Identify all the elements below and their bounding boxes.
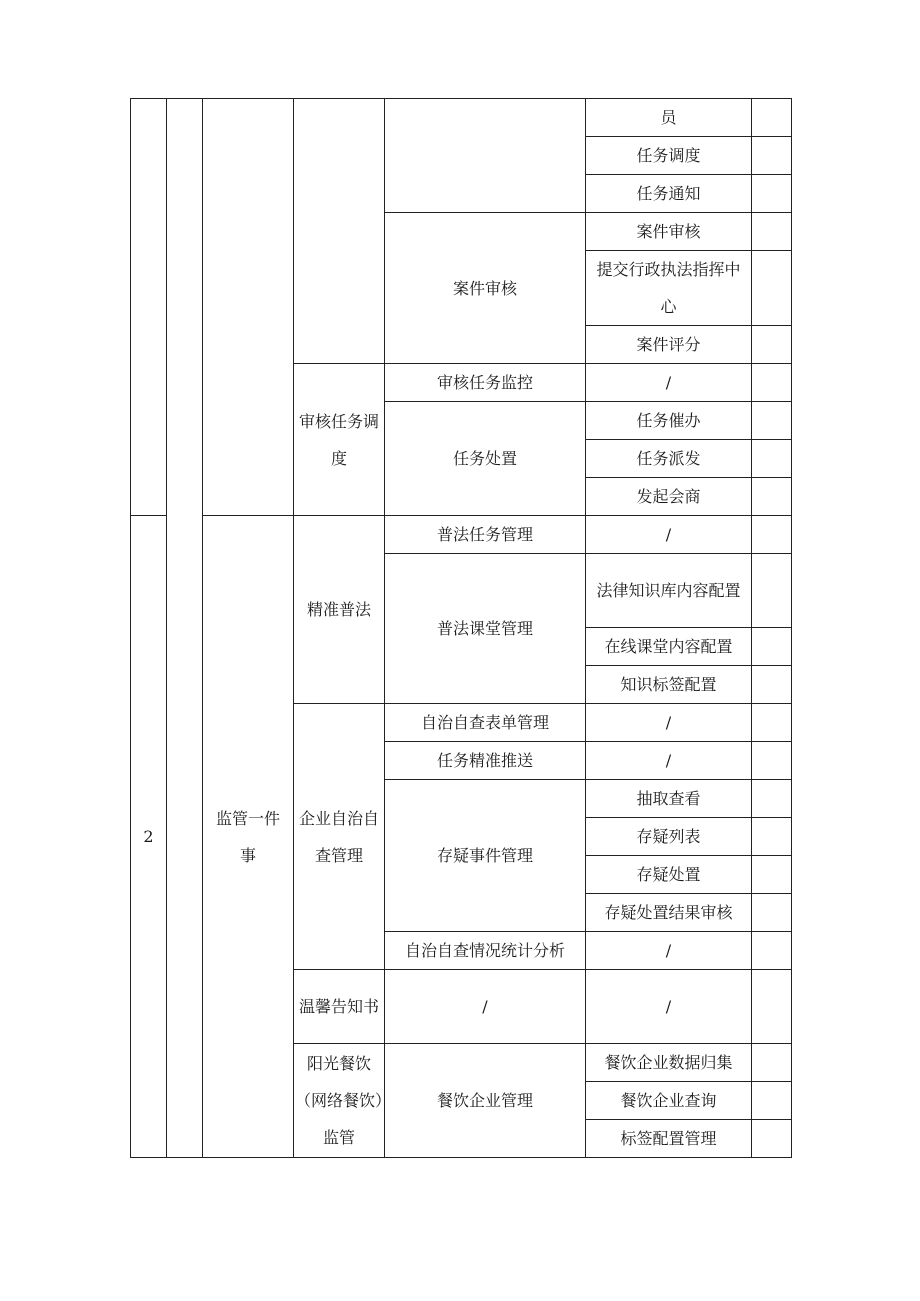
function-cell: 在线课堂内容配置 (586, 628, 752, 666)
remark-cell (752, 402, 792, 440)
function-cell: 存疑处置 (586, 856, 752, 894)
group-precise-law: 精准普法 (294, 516, 385, 704)
remark-cell (752, 932, 792, 970)
function-cell: 提交行政执法指挥中心 (586, 251, 752, 326)
function-cell: 餐饮企业数据归集 (586, 1044, 752, 1082)
remark-cell (752, 742, 792, 780)
remark-cell (752, 780, 792, 818)
function-spec-table (130, 98, 792, 1158)
function-cell: / (586, 704, 752, 742)
table-row (131, 99, 792, 137)
table-row (131, 516, 792, 554)
function-cell: / (586, 742, 752, 780)
remark-cell (752, 894, 792, 932)
remark-cell (752, 1120, 792, 1158)
group-self-check: 企业自治自查管理 (294, 704, 385, 970)
function-cell: 案件审核 (586, 213, 752, 251)
group-sunshine: 阳光餐饮（网络餐饮）监管 (294, 1044, 385, 1158)
function-cell: 抽取查看 (586, 780, 752, 818)
function-cell: 任务调度 (586, 137, 752, 175)
blank-column-cell (167, 99, 203, 1158)
function-cell: 发起会商 (586, 478, 752, 516)
function-cell: / (586, 932, 752, 970)
sub-module-cell: 自治自查表单管理 (385, 704, 586, 742)
remark-cell (752, 99, 792, 137)
function-cell: 存疑列表 (586, 818, 752, 856)
function-cell: / (586, 970, 752, 1044)
function-cell: 员 (586, 99, 752, 137)
function-cell: 任务催办 (586, 402, 752, 440)
sub-module-cell: 任务处置 (385, 402, 586, 516)
remark-cell (752, 970, 792, 1044)
remark-cell (752, 175, 792, 213)
function-cell: 任务通知 (586, 175, 752, 213)
remark-cell (752, 628, 792, 666)
sub-module-cell: 普法课堂管理 (385, 554, 586, 704)
row-number-cell-prev (131, 99, 167, 516)
group-cell-prev (294, 99, 385, 364)
sub-module-cell: 自治自查情况统计分析 (385, 932, 586, 970)
function-cell: / (586, 364, 752, 402)
function-cell: 任务派发 (586, 440, 752, 478)
group-label: 审核任务调度 (298, 411, 379, 468)
sub-module-cell: 存疑事件管理 (385, 780, 586, 932)
remark-cell (752, 1082, 792, 1120)
function-cell: 知识标签配置 (586, 666, 752, 704)
remark-cell (752, 326, 792, 364)
row-number-cell: 2 (131, 516, 167, 1158)
remark-cell (752, 440, 792, 478)
remark-cell (752, 856, 792, 894)
remark-cell (752, 666, 792, 704)
sub-module-cell: 餐饮企业管理 (385, 1044, 586, 1158)
group-review-task-dispatch (294, 364, 385, 516)
function-cell: 案件评分 (586, 326, 752, 364)
function-cell: 餐饮企业查询 (586, 1082, 752, 1120)
sub-module-cell: 任务精准推送 (385, 742, 586, 780)
function-cell: 法律知识库内容配置 (586, 554, 752, 628)
function-cell: 存疑处置结果审核 (586, 894, 752, 932)
function-cell: / (586, 516, 752, 554)
module-cell: 监管一件事 (203, 516, 294, 1158)
function-cell: 标签配置管理 (586, 1120, 752, 1158)
remark-cell (752, 251, 792, 326)
group-notice: 温馨告知书 (294, 970, 385, 1044)
sub-cell-prev (385, 99, 586, 213)
remark-cell (752, 213, 792, 251)
remark-cell (752, 818, 792, 856)
sub-module-cell: 普法任务管理 (385, 516, 586, 554)
module-cell-prev (203, 99, 294, 516)
remark-cell (752, 1044, 792, 1082)
remark-cell (752, 364, 792, 402)
sub-module-cell: / (385, 970, 586, 1044)
remark-cell (752, 478, 792, 516)
sub-module-case-review: 案件审核 (385, 213, 586, 364)
remark-cell (752, 704, 792, 742)
remark-cell (752, 554, 792, 628)
remark-cell (752, 137, 792, 175)
sub-module-cell: 审核任务监控 (385, 364, 586, 402)
remark-cell (752, 516, 792, 554)
